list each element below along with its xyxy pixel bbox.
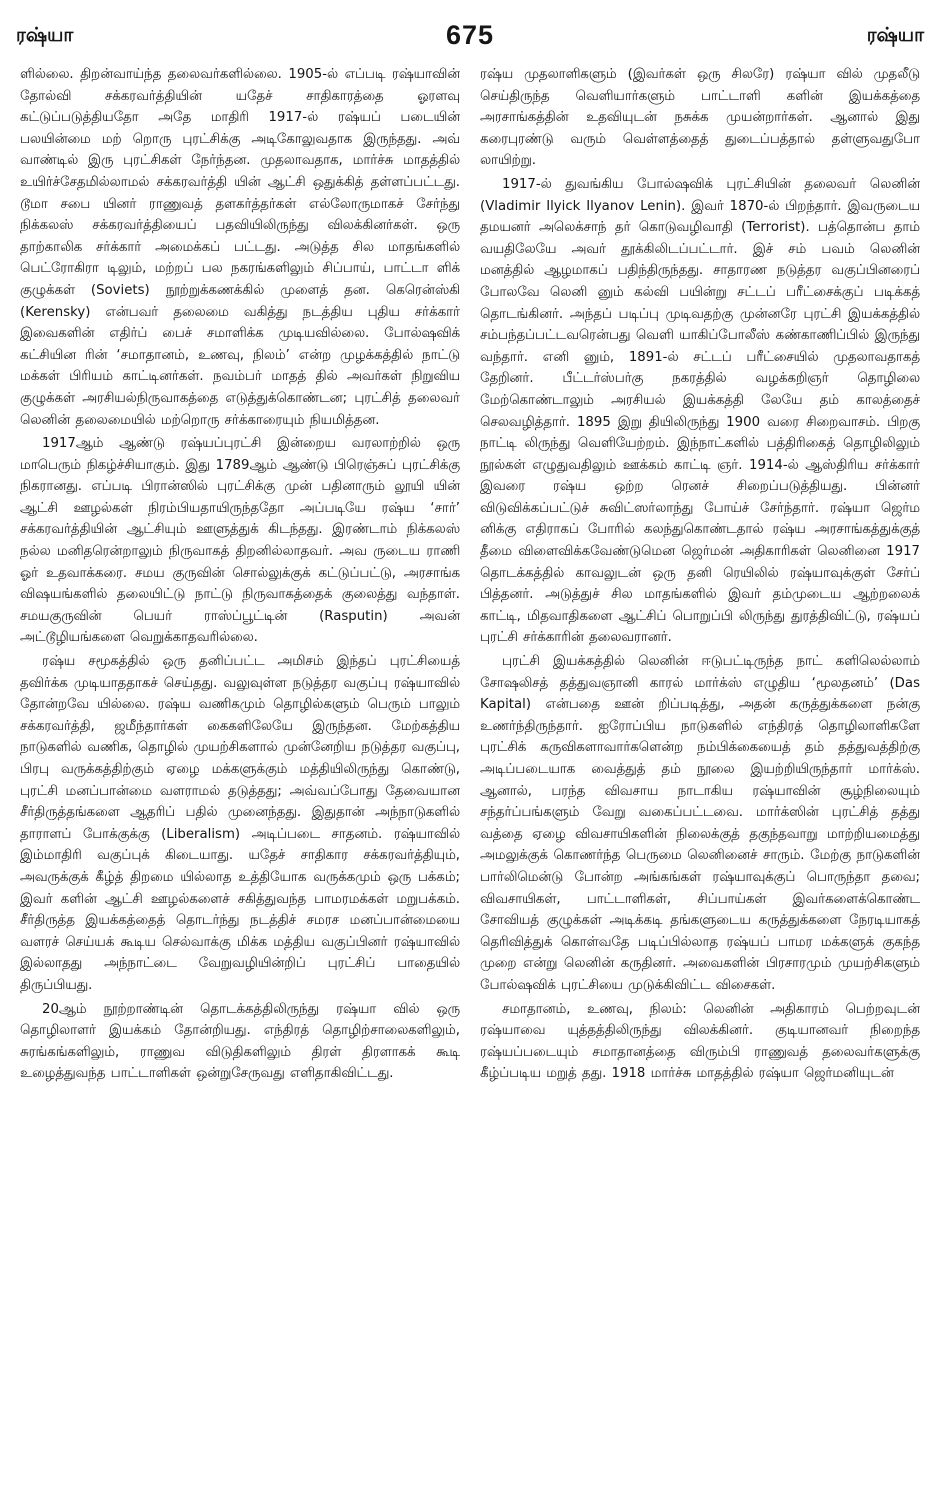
paragraph: ரஷ்ய முதலாளிகளும் (இவர்கள் ஒரு சிலரே) ரஷ்யா வில் முதலீடு செய்திருந்த வெளியார்களும் பாட்டாளி களின் இயக்கத்தை அரசாங்கத்தின் உதவியுடன் நசுக்க முயன்றார்கள். ஆனால் இது கரைபுரண்டு வரும் வெள்ளத்தைத் துடைப்பத்தால் தள்ளுவதுபோ லாயிற்று. [480,67,920,169]
paragraph: ளில்லை. திறன்வாய்ந்த தலைவர்களில்லை. 1905-ல் எப்படி ரஷ்யாவின் தோல்வி சக்கரவர்த்தியின் யதேச் சாதிகாரத்தை ஓரளவு கட்டுப்படுத்தியதோ அதே மாதிரி 1917-ல் ரஷ்யப் படையின் பலயின்மை மற் றொரு புரட்சிக்கு அடிகோலுவதாக இருந்தது. அவ் வாண்டில் இரு புரட்சிகள் நேர்ந்தன. முதலாவதாக, மார்ச்சு மாதத்தில் உயிர்ச்சேதமில்லாமல் சக்கரவர்த்தி யின் ஆட்சி ஒதுக்கித் தள்ளப்பட்டது. டூமா சபை யினர் ராணுவத் தளகர்த்தர்கள் எல்லோருமாகச் சேர்ந்து நிக்கலஸ் சக்கரவர்த்தியைப் பதவியிலிருந்து விலக்கினர்கள். ஒரு தாற்காலிக சர்க்கார் அமைக்கப் பட்டது. அடுத்த சில மாதங்களில் பெட்ரோகிரா டிலும், மற்றப் பல நகரங்களிலும் சிப்பாய், பாட்டா ளிக் குழுக்கள் (Soviets) நூற்றுக்கணக்கில் முளைத் தன. கெரென்ஸ்கி (Kerensky) என்பவர் தலைமை வகித்து நடத்திய புதிய சர்க்கார் இவைகளின் எதிர்ப் பைச் சமாளிக்க முடியவில்லை. போல்ஷவிக் கட்சியின ரின் ‘சமாதானம், உணவு, நிலம்’ என்ற முழக்கத்தில் நாட்டு மக்கள் பிரியம் காட்டினர்கள். நவம்பர் மாதத் தில் அவர்கள் நிறுவிய குழுக்கள் அரசியல்நிருவாகத்தை எடுத்துக்கொண்டன; புரட்சித் தலைவர் லெனின் தலைமையில் மற்றொரு சர்க்காரையும் நியமித்தன. [20,67,460,428]
paragraph: 1917-ல் துவங்கிய போல்ஷவிக் புரட்சியின் தலைவர் லெனின் (Vladimir Ilyick Ilyanov Lenin). இவர் 1870-ல் பிறந்தார். இவருடைய தமயனர் அலெக்சாந் தர் கொடுவழிவாதி (Terrorist). பத்தொன்ப தாம் வயதிலேயே அவர் தூக்கிலிடப்பட்டார். இச் சம் பவம் லெனின் மனத்தில் ஆழமாகப் பதிந்திருந்தது. சாதாரண நடுத்தர வகுப்பினரைப் போலவே லெனி னும் கல்வி பயின்று சட்டப் பரீட்சைக்குப் படிக்கத் தொடங்கினர். அந்தப் படிப்பு முடிவதற்கு முன்னரே புரட்சி இயக்கத்தில் சம்பந்தப்பட்டவரென்பது வெளி யாகிப்போலீஸ் கண்காணிப்பில் இருந்து வந்தார். எனி னும், 1891-ல் சட்டப் பரீட்சையில் முதலாவதாகத் தேறினர். பீட்டர்ஸ்பர்கு நகரத்தில் வழக்கறிஞர் தொழிலை மேற்கொண்டாலும் அரசியல் இயக்கத்தி லேயே தம் காலத்தைச் செலவழித்தார். 1895 இறு தியிலிருந்து 1900 வரை சிறைவாசம். பிறகு நாட்டி லிருந்து வெளியேற்றம். இந்நாட்களில் பத்திரிகைத் தொழிலிலும் நூல்கள் எழுதுவதிலும் ஊக்கம் காட்டி ஞர். 1914-ல் ஆஸ்திரிய சர்க்கார் இவரை ரஷ்ய ஒற்ற ரெனச் சிறைப்படுத்தியது. பின்னர் விடுவிக்கப்பட்டுச் சுவிட்ஸர்லாந்து போய்ச் சேர்ந்தார். ரஷ்யா ஜெர்ம னிக்கு எதிராகப் போரில் கலந்துகொண்டதால் ரஷ்ய அரசாங்கத்துக்குத் தீமை விளைவிக்கவேண்டுமென ஜெர்மன் அதிகாரிகள் லெனினை 1917 தொடக்கத்தில் காவலுடன் ஒரு தனி ரெயிலில் ரஷ்யாவுக்குள் சேர்ப் பித்தனர். அடுத்துச் சில மாதங்களில் இவர் தம்முடைய ஆற்றலைக் காட்டி, மிதவாதிகளை ஆட்சிப் பொறுப்பி லிருந்து துரத்திவிட்டு, ரஷ்யப் புரட்சி சர்க்காரின் தலைவரானர். [480,176,920,646]
running-title-left: ரஷ்யா [16,24,74,46]
paragraph: ரஷ்ய சமூகத்தில் ஒரு தனிப்பட்ட அமிசம் இந்தப் புரட்சியைத் தவிர்க்க முடியாததாகச் செய்தது. வலுவுள்ள நடுத்தர வகுப்பு ரஷ்யாவில் தோன்றவே யில்லை. ரஷ்ய வணிகமும் தொழில்களும் பெரும் பாலும் சக்கரவர்த்தி, ஜமீந்தார்கள் கைகளிலேயே இருந்தன. மேற்கத்திய நாடுகளில் வணிக, தொழில் முயற்சிகளால் முன்னேறிய நடுத்தர வகுப்பு, பிரபு வருக்கத்திற்கும் ஏழை மக்களுக்கும் மத்தியிலிருந்து கொண்டு, புரட்சி மனப்பான்மை வளராமல் தடுத்தது; அவ்வப்போது தேவையான சீர்திருத்தங்களை ஆதரிப் பதில் முனைந்தது. இதுதான் அந்நாடுகளில் தாராளப் போக்குக்கு (Liberalism) அடிப்படை சாதனம். ரஷ்யாவில் இம்மாதிரி வகுப்புக் கிடையாது. யதேச் சாதிகார சக்கரவர்த்தியும், அவருக்குக் கீழ்த் திறமை யில்லாத உத்தியோக வருக்கமும் ஒரு பக்கம்; இவர் களின் ஆட்சி ஊழல்களைச் சகித்துவந்த பாமரமக்கள் மறுபக்கம். சீர்திருத்த இயக்கத்தைத் தொடர்ந்து நடத்திச் சமரச மனப்பான்மையை வளரச் செய்யக் கூடிய செல்வாக்கு மிக்க மத்திய வகுப்பினர் ரஷ்யாவில் இல்லாதது அந்நாட்டை வேறுவழியின்றிப் புரட்சிப் பாதையில் திருப்பியது. [20,654,460,993]
paragraph: சமாதானம், உணவு, நிலம்: லெனின் அதிகாரம் பெற்றவுடன் ரஷ்யாவை யுத்தத்திலிருந்து விலக்கினர். குடியானவர் நிறைந்த ரஷ்யப்படையும் சமாதானத்தை விரும்பி ராணுவத் தலைவர்களுக்கு கீழ்ப்படிய மறுத் தது. 1918 மார்ச்சு மாதத்தில் ரஷ்யா ஜெர்மனியுடன் [480,1001,920,1082]
paragraph: புரட்சி இயக்கத்தில் லெனின் ஈடுபட்டிருந்த நாட் களிலெல்லாம் சோஷலிசத் தத்துவஞானி காரல் மார்க்ஸ் எழுதிய ‘மூலதனம்’ (Das Kapital) என்பதை ஊன் றிப்படித்து, அதன் கருத்துக்களை நன்கு உணர்ந்திருந்தார். ஐரோப்பிய நாடுகளில் எந்திரத் தொழிலாளிகளே புரட்சிக் கருவிகளாவார்களென்ற நம்பிக்கையைத் தம் தத்துவத்திற்கு அடிப்படையாக வைத்துத் தம் நூலை இயற்றியிருந்தார் மார்க்ஸ். ஆனால், பரந்த விவசாய நாடாகிய ரஷ்யாவின் சூழ்நிலையும் சந்தர்ப்பங்களும் வேறு வகைப்பட்டவை. மார்க்ஸின் புரட்சித் தத்து வத்தை ஏழை விவசாயிகளின் நிலைக்குத் தகுந்தவாறு மாற்றியமைத்து அமலுக்குக் கொணர்ந்த பெருமை லெனினைச் சாரும். மேற்கு நாடுகளின் பார்லிமென்டு போன்ற அங்கங்கள் ரஷ்யாவுக்குப் பொருந்தா தவை; விவசாயிகள், பாட்டாளிகள், சிப்பாய்கள் இவர்களைக்கொண்ட சோவியத் குழுக்கள் அடிக்கடி தங்களுடைய கருத்துக்களை நேரடியாகத் தெரிவித்துக் கொள்வதே படிப்பில்லாத ரஷ்யப் பாமர மக்களுக் குகந்த முறை என்று லெனின் கருதினர். அவைகளின் பிரசாரமும் முயற்சிகளும் போல்ஷவிக் புரட்சியை முடுக்கிவிட்ட விசைகள். [480,654,920,993]
column-gutter [470,62,471,1482]
page-header [16,20,924,60]
running-title-right: ரஷ்யா [866,24,924,46]
left-column [20,64,460,1484]
page-number: 675 [445,20,495,50]
paragraph: 20ஆம் நூற்றாண்டின் தொடக்கத்திலிருந்து ரஷ்யா வில் ஒரு தொழிலாளர் இயக்கம் தோன்றியது. எந்திரத் தொழிற்சாலைகளிலும், சுரங்கங்களிலும், ராணுவ விடுதிகளிலும் திரள் திரளாகக் கூடி உழைத்துவந்த பாட்டாளிகள் ஒன்றுசேருவது எளிதாகிவிட்டது. [20,1001,460,1082]
paragraph: 1917ஆம் ஆண்டு ரஷ்யப்புரட்சி இன்றைய வரலாற்றில் ஒரு மாபெரும் நிகழ்ச்சியாகும். இது 1789ஆம் ஆண்டு பிரெஞ்சுப் புரட்சிக்கு நிகரானது. எப்படி பிரான்ஸில் புரட்சிக்கு முன் பதினாரும் லூயி யின் ஆட்சி ஊழல்கள் நிரம்பியதாயிருந்ததோ அப்படியே ரஷ்ய ‘சார்’ சக்கரவர்த்தியின் ஆட்சியும் ஊளுத்துக் கிடந்தது. இரண்டாம் நிக்கலஸ் நல்ல மனிதரென்றாலும் நிருவாகத் திறனில்லாதவர். அவ ருடைய ராணி ஓர் உதவாக்கரை. சமய குருவின் சொல்லுக்குக் கட்டுப்பட்டு, அரசாங்க விஷயங்களில் தலையிட்டு நாட்டு நிருவாகத்தைக் குலைத்து வந்தாள். சமயகுருவின் பெயர் ராஸ்ப்பூட்டின் (Rasputin) அவன் அட்டூழியங்களை வெறுக்காதவரில்லை. [20,436,460,646]
right-column [480,64,920,1484]
